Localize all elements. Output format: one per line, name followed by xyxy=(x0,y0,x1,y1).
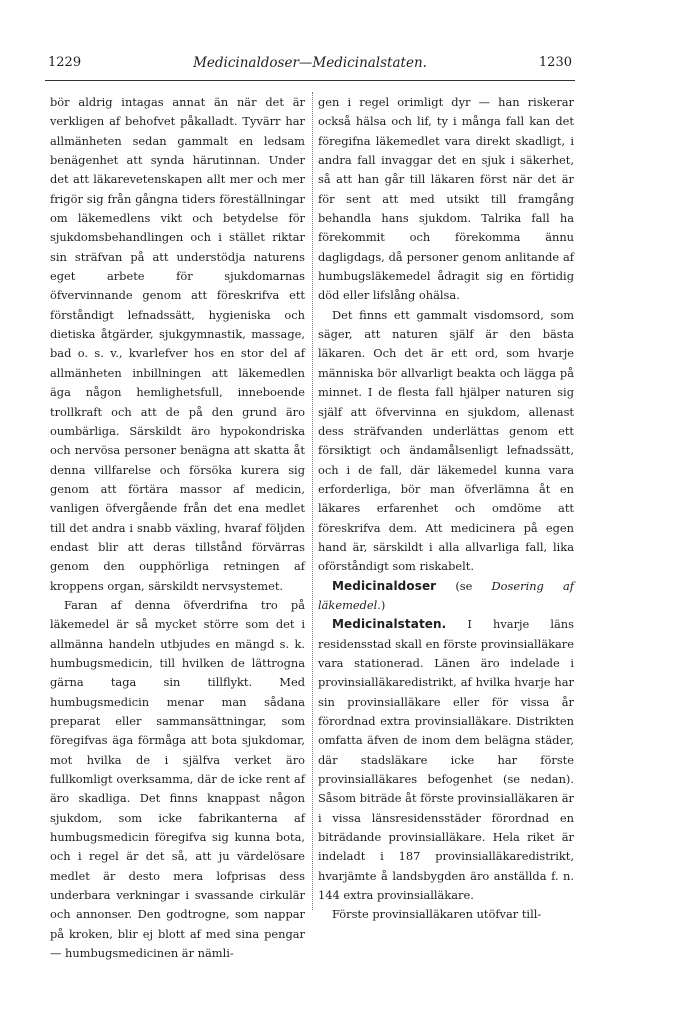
page-number-left: 1229 xyxy=(48,55,82,70)
entry-medicinalstaten-text: I hvarje läns residensstad skall en förste provinsialläkare vara stationerad. Länen äro indelade i provinsialläkaredistrikt, af hvilka hvarje har sin provinsialläkare eller för vissa år förordnad extra provinsialläkare. Distrikten omfatta äfven de inom dem belägna städer, där stadsläkare icke har förste provinsialläkares befogenhet (se nedan). Såsom biträde åt förste provinsialläkaren är i vissa länsresidensstäder förordnad en biträdande provinsialläkare. Hela riket är indeladt i 187 provinsialläkaredistrikt, hvarjämte å landsbygden äro anställda f. n. 144 extra provinsialläkare. xyxy=(318,617,574,903)
right-column xyxy=(318,93,574,925)
headword-medicinaldoser: Medicinaldoser xyxy=(332,578,437,593)
headword-medicinalstaten: Medicinalstaten. xyxy=(332,617,447,632)
cross-reference: Dosering af läkemedel. xyxy=(318,578,574,612)
paragraph-continued: bör aldrig intagas annat än när det är verkligen af behofvet påkalladt. Tyvärr har allmänheten sedan gammalt en ledsam benägenhet att synda härutinnan. Under det att läkarevetenskapen allt mer och mer frigör sig från gångna tiders föreställningar om läkemedlens vikt och betydelse för sjukdomsbehandlingen och i stället riktar sin sträfvan på att understödja naturens eget arbete för sjukdomarnas öfvervinnande genom att föreskrifva ett förståndigt lefnadssätt, hygieniska och dietiska åtgärder, sjukgymnastik, massage, bad o. s. v., kvarlefver hos en stor del af allmänheten inbillningen att läkemedlen äga någon hemlighetsfull, inneboende trollkraft och att de på den grund äro oumbärliga. Särskildt äro hypokondriska och nervösa personer benägna att skatta åt denna villfarelse och försöka kurera sig genom att förtära massor af medicin, vanligen öfvergående från det ena medlet till det andra i snabb växling, hvaraf följden endast blir att deras tillstånd förvärras genom den oupphörliga retningen af kroppens organ, särskildt nervsystemet. xyxy=(50,95,305,593)
left-column xyxy=(50,93,305,963)
entry-medicinalstaten xyxy=(318,615,574,905)
header-rule xyxy=(45,80,575,81)
paragraph-nature: Det finns ett gammalt visdomsord, som säger, att naturen själf är den bästa läkaren. Och det är ett ord, som hvarje människa bör allvarligt beakta och lägga på minnet. I de flesta fall hjälper naturen sig själf att öfvervinna en sjukdom, allenast dess sträfvanden underlättas genom ett försiktigt och ändamålsenligt lefnadssätt, och i de fall, där läkemedel kunna vara erforderliga, bör man öfverlämna åt en läkares erfarenhet och omdöme att föreskrifva dem. Att medicinera på egen hand är, särskildt i alla allvarliga fall, lika oförståndigt som riskabelt. xyxy=(318,307,574,574)
xref-close: ) xyxy=(380,597,386,612)
column-divider xyxy=(312,92,313,910)
paragraph-humbug: Faran af denna öfverdrifna tro på läkemedel är så mycket större som det i allmänna handeln utbjudes en mängd s. k. humbugsmedicin, till hvilken de lättrogna gärna taga sin tillflykt. Med humbugsmedicin menar man sådana preparat eller sammansättningar, som föregifvas äga förmåga att bota sjukdomar, mot hvilka de i själfva verket äro fullkomligt overksamma, där de icke rent af äro skadliga. Det finns knappast någon sjukdom, som icke fabrikanterna af humbugsmedicin föregifva sig kunna bota, och i regel är det så, att ju värdelösare medlet är desto mera lofprisas dess underbara verkningar i svassande cirkulär och annonser. Den godtrogne, som nappar på kroken, blir ej blott af med sina pengar — humbugsmedicinen är nämli- xyxy=(50,597,305,961)
xref-open: (se xyxy=(436,578,492,593)
entry-medicinaldoser xyxy=(318,577,574,616)
paragraph-last: Förste provinsialläkaren utöfvar till- xyxy=(332,907,542,922)
paragraph-continued-right: gen i regel orimligt dyr — han riskerar också hälsa och lif, ty i många fall kan det föregifna läkemedlet vara direkt skadligt, i andra fall invaggar det en sjuk i säkerhet, så att han går till läkaren först när det är för sent att med utsikt till framgång behandla hans sjukdom. Talrika fall ha förekommit och förekomma ännu dagligdags, då personer genom anlitande af humbugsläkemedel ådragit sig en förtidig död eller lifslång ohälsa. xyxy=(318,95,574,303)
page-number-right: 1230 xyxy=(538,55,572,70)
page-header xyxy=(48,55,572,75)
running-title: Medicinaldoser—Medicinalstaten. xyxy=(193,55,427,71)
